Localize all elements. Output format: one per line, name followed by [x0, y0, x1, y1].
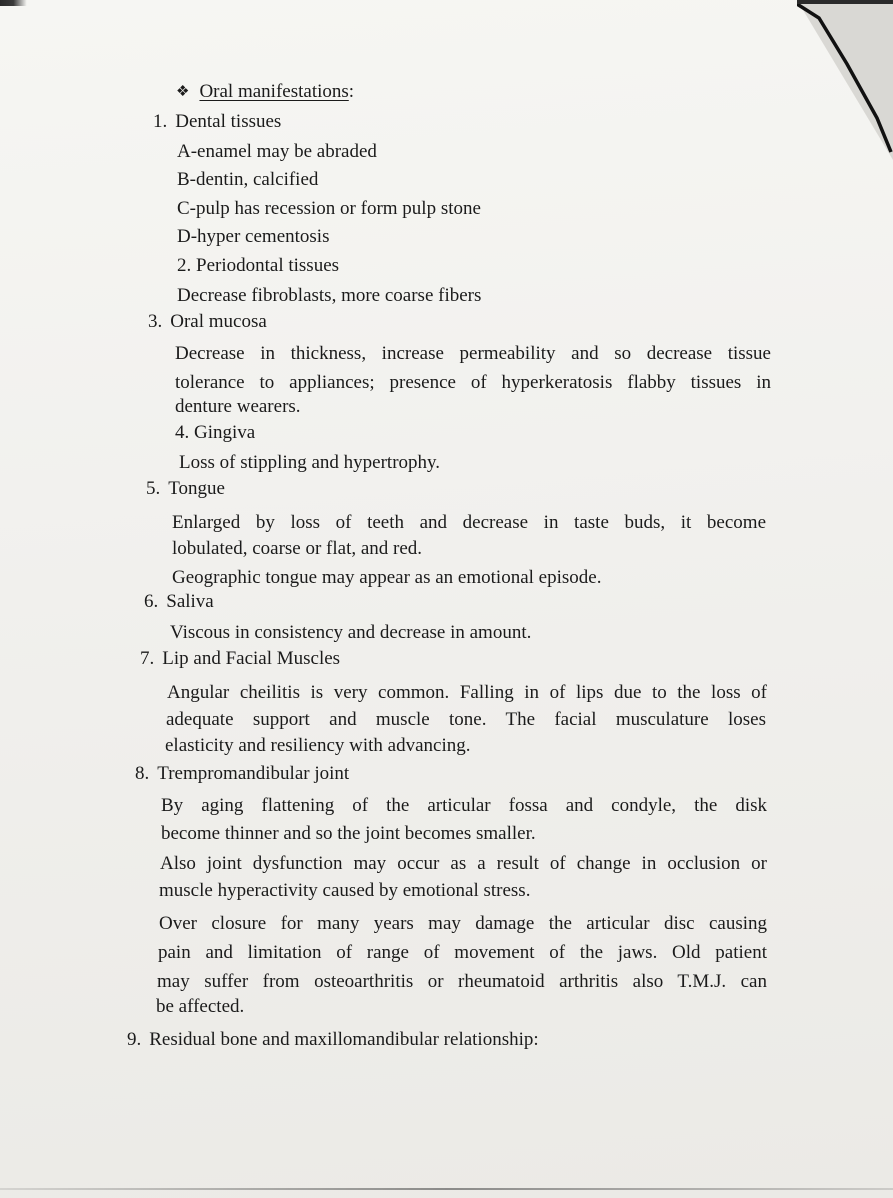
list-number: 5. [146, 478, 161, 499]
tmj-line-1: By aging flattening of the articular fossa and condyle, the disk [161, 795, 767, 816]
mucosa-line-3: denture wearers. [175, 396, 301, 417]
dental-line-d: D-hyper cementosis [177, 226, 330, 247]
list-title: Saliva [166, 591, 214, 612]
list-number: 1. [153, 111, 168, 132]
tmj-line-7: may suffer from osteoarthritis or rheumatoid arthritis also T.M.J. can [157, 971, 767, 992]
lips-line-2: adequate support and muscle tone. The facial musculature loses [166, 709, 766, 730]
mucosa-line-2: tolerance to appliances; presence of hyperkeratosis flabby tissues in [175, 372, 771, 393]
saliva-line-1: Viscous in consistency and decrease in amount. [170, 622, 532, 643]
scan-edge-top [0, 0, 893, 6]
list-item-residual-bone [127, 1028, 539, 1052]
tongue-line-1: Enlarged by loss of teeth and decrease in taste buds, it become [172, 512, 766, 533]
list-title: Lip and Facial Muscles [162, 648, 341, 669]
list-title: Dental tissues [175, 111, 282, 132]
periodontal-title: 2. Periodontal tissues [177, 255, 340, 276]
section-heading [176, 80, 354, 104]
lips-line-3: elasticity and resiliency with advancing. [165, 735, 471, 756]
lips-line-1: Angular cheilitis is very common. Falling in of lips due to the loss of [167, 682, 767, 703]
list-title: Residual bone and maxillomandibular relationship: [149, 1029, 539, 1050]
list-item-tongue [146, 477, 225, 501]
tmj-line-5: Over closure for many years may damage the articular disc causing [159, 913, 767, 934]
dental-line-a: A-enamel may be abraded [177, 141, 377, 162]
list-item-saliva [144, 590, 214, 614]
list-title: Oral mucosa [170, 311, 267, 332]
scan-edge-bottom [0, 1188, 893, 1190]
heading-title: Oral manifestations [199, 81, 349, 102]
list-number: 7. [140, 648, 155, 669]
dental-line-c: C-pulp has recession or form pulp stone [177, 198, 481, 219]
list-item-oral-mucosa [148, 310, 267, 334]
gingiva-title: 4. Gingiva [175, 422, 256, 443]
list-item-tmj [135, 762, 349, 786]
tmj-line-6: pain and limitation of range of movement of the jaws. Old patient [158, 942, 767, 963]
tmj-line-4: muscle hyperactivity caused by emotional stress. [159, 880, 531, 901]
list-item-dental-tissues [153, 110, 281, 134]
mucosa-line-1: Decrease in thickness, increase permeability and so decrease tissue [175, 343, 771, 364]
tmj-line-2: become thinner and so the joint becomes smaller. [161, 823, 536, 844]
list-number: 3. [148, 311, 163, 332]
list-item-lip-facial [140, 647, 340, 671]
tongue-line-2: lobulated, coarse or flat, and red. [172, 538, 423, 559]
list-number: 8. [135, 763, 150, 784]
tongue-line-3: Geographic tongue may appear as an emotional episode. [172, 567, 602, 588]
dental-line-b: B-dentin, calcified [177, 169, 319, 190]
gingiva-text: Loss of stippling and hypertrophy. [179, 452, 441, 473]
list-title: Tongue [168, 478, 225, 499]
list-number: 6. [144, 591, 159, 612]
diamond-bullet-icon: ❖ [176, 84, 190, 100]
tmj-line-3: Also joint dysfunction may occur as a result of change in occlusion or [160, 853, 767, 874]
periodontal-text: Decrease fibroblasts, more coarse fibers [177, 285, 482, 306]
tmj-line-8: be affected. [156, 996, 245, 1017]
list-title: Trempromandibular joint [157, 763, 350, 784]
folded-corner [797, 0, 893, 160]
heading-colon: : [348, 81, 355, 102]
list-number: 9. [127, 1029, 142, 1050]
